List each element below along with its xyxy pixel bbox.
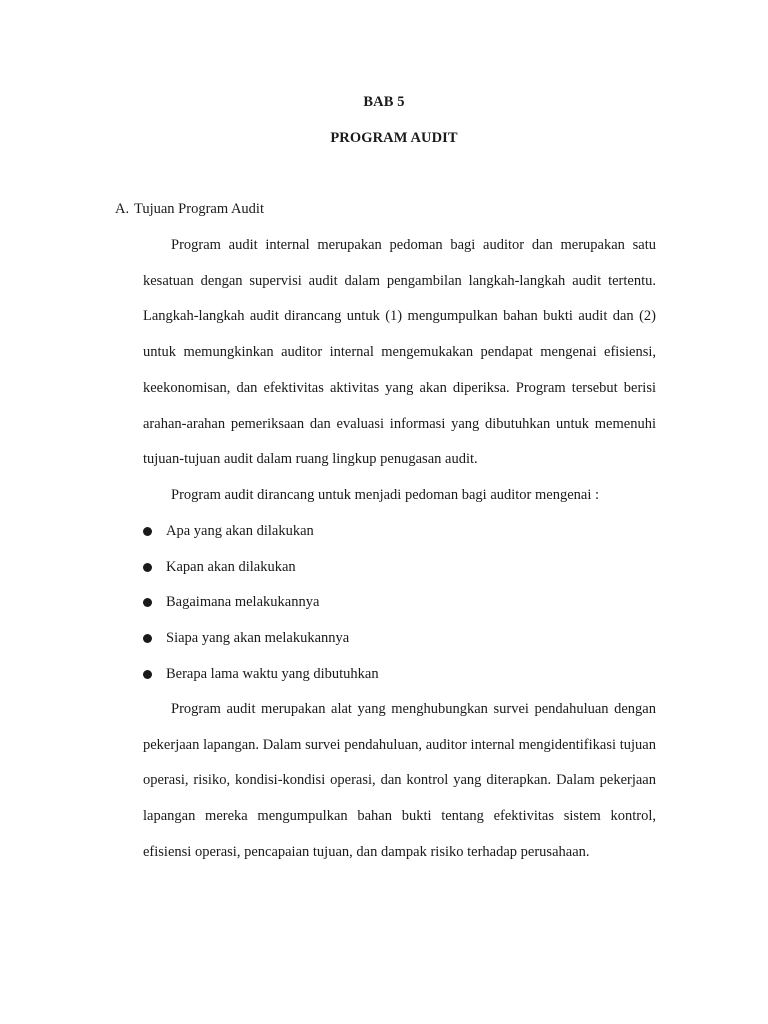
bullet-icon <box>143 527 152 536</box>
section-letter: A. <box>115 201 130 217</box>
bullet-icon <box>143 670 152 679</box>
list-item <box>143 550 379 586</box>
list-item-text: Bagaimana melakukannya <box>166 594 320 611</box>
list-item <box>143 585 379 621</box>
chapter-title: PROGRAM AUDIT <box>330 130 458 146</box>
list-item-text: Siapa yang akan melakukannya <box>166 630 350 647</box>
chapter-number: BAB 5 <box>363 94 405 110</box>
list-item-text: Kapan akan dilakukan <box>166 558 296 575</box>
bullet-icon <box>143 598 152 607</box>
section-heading <box>115 201 264 218</box>
list-item <box>143 657 379 693</box>
bullet-list <box>143 514 379 692</box>
list-item-text: Apa yang akan dilakukan <box>166 523 314 539</box>
bullet-icon <box>143 634 152 643</box>
list-item <box>143 621 379 657</box>
bullet-icon <box>143 563 152 572</box>
list-item <box>143 514 379 550</box>
section-title: Tujuan Program Audit <box>134 201 264 217</box>
list-item-text: Berapa lama waktu yang dibutuhkan <box>166 665 379 682</box>
paragraph-list-lead: Program audit dirancang untuk menjadi pedoman bagi auditor mengenai : <box>171 487 600 503</box>
paragraph-closing: Program audit merupakan alat yang menghubungkan survei pendahuluan dengan pekerjaan lapangan. Dalam survei pendahuluan, auditor internal mengidentifikasi tujuan operasi, risiko, kondisi-kondisi operasi, dan kontrol yang diterapkan. Dalam pekerjaan lapangan mereka mengumpulkan bahan bukti tentang efektivitas sistem kontrol, efisiensi operasi, pencapaian tujuan, dan dampak risiko terhadap perusahaan. <box>143 701 656 860</box>
paragraph-intro: Program audit internal merupakan pedoman bagi auditor dan merupakan satu kesatuan dengan supervisi audit dalam pengambilan langkah-langkah audit tertentu. Langkah-langkah audit dirancang untuk (1) mengumpulkan bahan bukti audit dan (2) untuk memungkinkan auditor internal mengemukakan pendapat mengenai efisiensi, keekonomisan, dan efektivitas aktivitas yang akan diperiksa. Program tersebut berisi arahan-arahan pemeriksaan dan evaluasi informasi yang dibutuhkan untuk memenuhi tujuan-tujuan audit dalam ruang lingkup penugasan audit. <box>143 237 656 468</box>
